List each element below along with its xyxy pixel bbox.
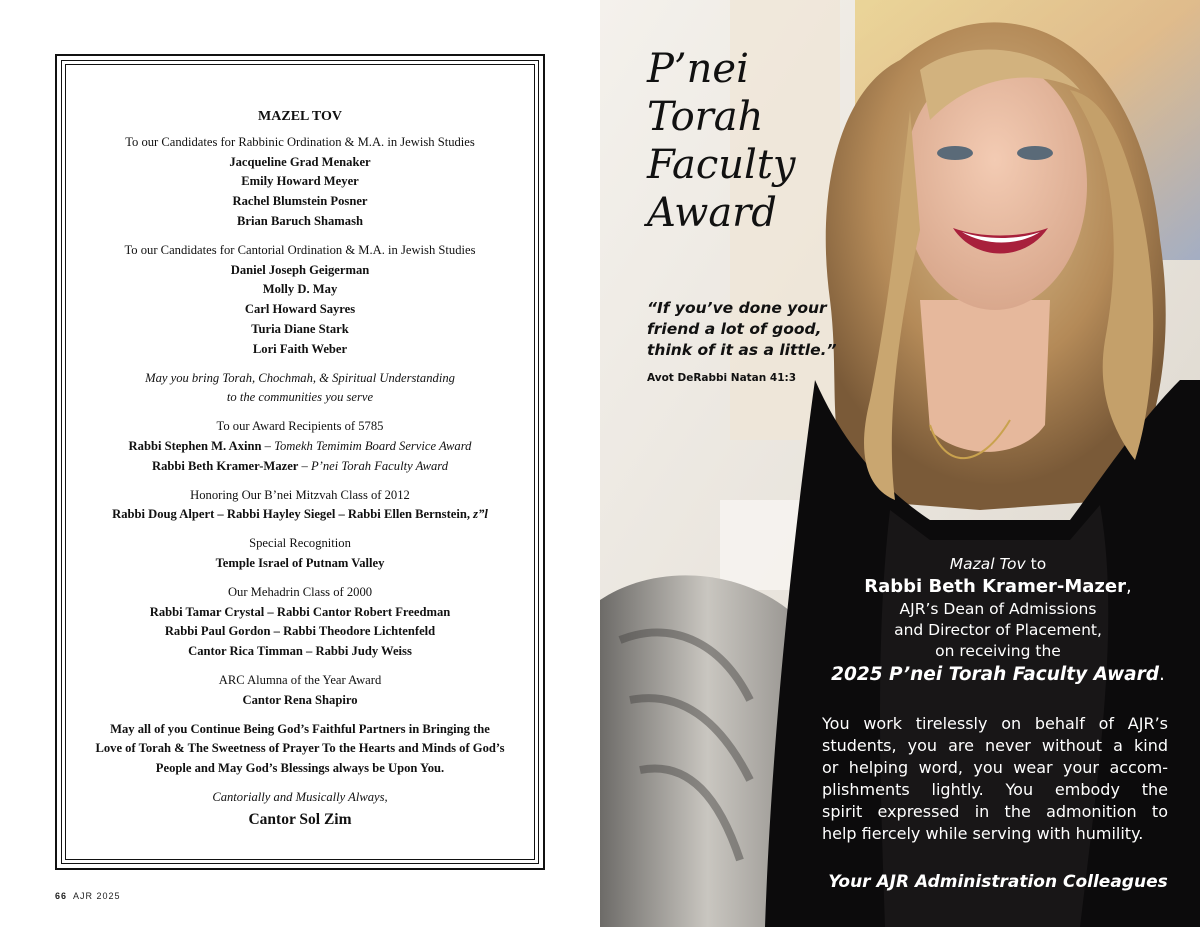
congrats-prefix: Mazal Tov bbox=[949, 555, 1026, 573]
mitzvah-suffix: z”l bbox=[473, 507, 488, 522]
congratulations-block bbox=[815, 554, 1181, 688]
tribute-frame bbox=[55, 54, 545, 870]
quote-line: think of it as a little.” bbox=[647, 341, 837, 359]
page-folio bbox=[55, 891, 121, 901]
mitzvah-names: Rabbi Doug Alpert – Rabbi Hayley Siegel – Rabbi Ellen Bernstein, bbox=[112, 507, 474, 522]
honoree-name: Rabbi Beth Kramer-Mazer bbox=[864, 576, 1126, 597]
mehadrin-intro: Our Mehadrin Class of 2000 bbox=[227, 584, 373, 599]
award-recipient-name: Rabbi Stephen M. Axinn bbox=[128, 438, 262, 453]
award-title-line: Award bbox=[647, 190, 777, 236]
rabbinic-candidate: Emily Howard Meyer bbox=[241, 174, 359, 189]
sign-off: Your AJR Administration Colleagues bbox=[828, 872, 1168, 892]
award-period: . bbox=[1159, 664, 1165, 685]
signature: Cantor Sol Zim bbox=[248, 810, 352, 828]
receiving-line: on receiving the bbox=[935, 642, 1061, 660]
body-line: spirit expressed in the admonition to bbox=[822, 802, 1168, 821]
mehadrin-line: Rabbi Paul Gordon – Rabbi Theodore Lichtenfeld bbox=[164, 624, 436, 639]
body-line: help fiercely while serving with humility. bbox=[822, 824, 1144, 843]
special-name: Temple Israel of Putnam Valley bbox=[215, 555, 385, 570]
cantorial-candidate: Daniel Joseph Geigerman bbox=[230, 262, 370, 277]
award-title bbox=[647, 45, 796, 237]
honoree-role-1: AJR’s Dean of Admissions bbox=[899, 600, 1097, 618]
honoree-role-2: and Director of Placement, bbox=[894, 621, 1102, 639]
tribute-text bbox=[66, 107, 534, 830]
alumna-name: Cantor Rena Shapiro bbox=[242, 692, 358, 707]
body-line: plishments lightly. You embody the bbox=[822, 780, 1168, 799]
closing-line: People and May God’s Blessings always be Upon You. bbox=[155, 761, 445, 776]
mitzvah-intro: Honoring Our B’nei Mitzvah Class of 2012 bbox=[190, 487, 410, 502]
cantorial-candidate: Lori Faith Weber bbox=[252, 341, 348, 356]
cantorial-candidate: Carl Howard Sayres bbox=[244, 302, 356, 317]
award-recipient-award: – P’nei Torah Faculty Award bbox=[298, 458, 449, 473]
closing-line: May all of you Continue Being God’s Faithful Partners in Bringing the bbox=[110, 721, 490, 736]
special-recognition-block bbox=[66, 534, 534, 574]
closing-line: Love of Torah & The Sweetness of Prayer To the Hearts and Minds of God’s bbox=[95, 741, 505, 756]
award-recipient-name: Rabbi Beth Kramer-Mazer bbox=[151, 458, 299, 473]
mehadrin-line: Rabbi Tamar Crystal – Rabbi Cantor Robert Freedman bbox=[149, 604, 451, 619]
mehadrin-class-block bbox=[66, 583, 534, 662]
mehadrin-line: Cantor Rica Timman – Rabbi Judy Weiss bbox=[188, 644, 412, 659]
valediction-block bbox=[66, 788, 534, 830]
right-page bbox=[600, 0, 1200, 927]
quote bbox=[647, 298, 836, 361]
mitzvah-class-block bbox=[66, 486, 534, 526]
tribute-body bbox=[822, 713, 1168, 845]
special-intro: Special Recognition bbox=[249, 536, 351, 551]
award-title-line: P’nei bbox=[647, 46, 749, 92]
award-recipients-block bbox=[66, 417, 534, 476]
publication-name: AJR 2025 bbox=[73, 891, 121, 901]
award-recipient-award: – Tomekh Temimim Board Service Award bbox=[261, 438, 472, 453]
rabbinic-intro: To our Candidates for Rabbinic Ordination & M.A. in Jewish Studies bbox=[125, 134, 475, 149]
tribute-frame-mid bbox=[61, 60, 539, 864]
cantorial-candidate: Turia Diane Stark bbox=[251, 321, 349, 336]
rabbinic-candidate: Rachel Blumstein Posner bbox=[232, 194, 368, 209]
rabbinic-candidate: Jacqueline Grad Menaker bbox=[229, 154, 371, 169]
alumna-award-block bbox=[66, 671, 534, 711]
body-line: students, you are never without a kind bbox=[822, 736, 1168, 755]
body-line: You work tirelessly on behalf of AJR’s bbox=[822, 714, 1168, 733]
body-line: or helping word, you wear your accom- bbox=[822, 758, 1168, 777]
blessing-block bbox=[66, 369, 534, 409]
honoree-comma: , bbox=[1126, 576, 1132, 597]
tribute-frame-inner bbox=[65, 64, 535, 860]
valediction: Cantorially and Musically Always, bbox=[212, 789, 388, 804]
rabbinic-candidates-block bbox=[66, 133, 534, 232]
alumna-intro: ARC Alumna of the Year Award bbox=[218, 672, 382, 687]
cantorial-candidate: Molly D. May bbox=[262, 282, 338, 297]
award-title-line: Torah bbox=[647, 94, 764, 140]
blessing-line: to the communities you serve bbox=[226, 390, 374, 405]
closing-block bbox=[66, 720, 534, 779]
quote-source: Avot DeRabbi Natan 41:3 bbox=[647, 372, 797, 384]
award-name: 2025 P’nei Torah Faculty Award bbox=[831, 664, 1160, 685]
quote-line: friend a lot of good, bbox=[647, 320, 822, 338]
page-number: 66 bbox=[55, 891, 68, 901]
award-title-line: Faculty bbox=[647, 142, 796, 188]
cantorial-intro: To our Candidates for Cantorial Ordination & M.A. in Jewish Studies bbox=[124, 242, 476, 257]
tribute-heading: MAZEL TOV bbox=[258, 109, 342, 124]
blessing-line: May you bring Torah, Chochmah, & Spiritual Understanding bbox=[145, 370, 455, 385]
quote-line: “If you’ve done your bbox=[647, 299, 827, 317]
rabbinic-candidate: Brian Baruch Shamash bbox=[237, 213, 363, 228]
congrats-to: to bbox=[1025, 555, 1047, 573]
cantorial-candidates-block bbox=[66, 241, 534, 360]
award-intro: To our Award Recipients of 5785 bbox=[216, 419, 384, 434]
